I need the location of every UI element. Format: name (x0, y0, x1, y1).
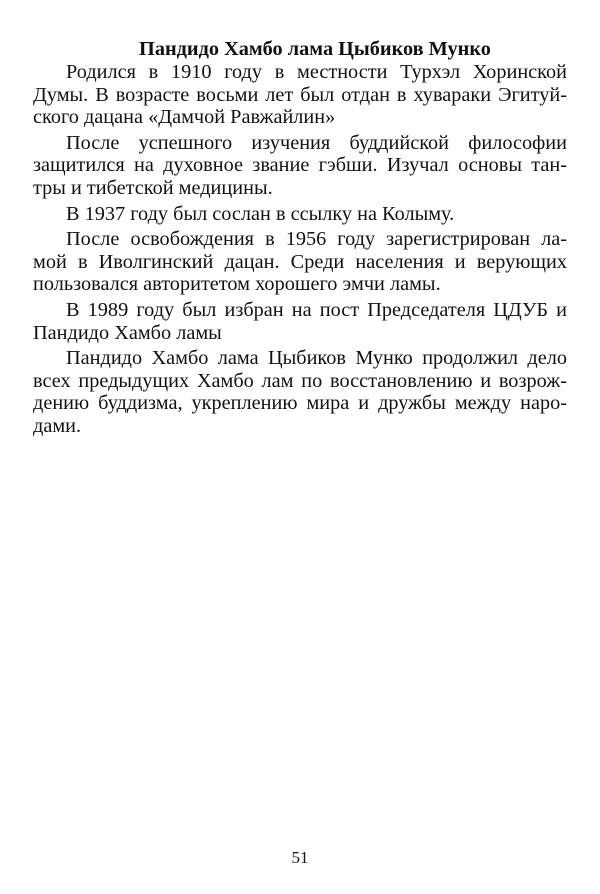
paragraph-release (33, 228, 567, 296)
text-line: мой в Иволгинский дацан. Среди населения и верующих (33, 250, 567, 273)
page-number: 51 (291, 848, 309, 867)
text-line: После освобождения в 1956 году зарегистрирован ла- (66, 228, 567, 251)
text-line: ского дацана «Дамчой Равжайлин» (33, 106, 336, 129)
text-line: Пандидо Хамбо ламы (33, 321, 222, 344)
text-line: Родился в 1910 году в местности Турхэл Хоринской (66, 61, 567, 83)
document-title: Пандидо Хамбо лама Цыбиков Мунко (139, 38, 491, 60)
paragraph-education (33, 132, 567, 200)
text-line: пользовался авторитетом хорошего эмчи ламы. (33, 273, 441, 296)
text-line: дами. (33, 414, 82, 437)
paragraph-exile (33, 203, 567, 226)
text-line: В 1937 году был сослан в ссылку на Колыму. (66, 202, 455, 225)
text-line: защитился на духовное звание гэбши. Изучал основы тан- (33, 154, 567, 177)
document-page (33, 37, 567, 438)
paragraph-election (33, 299, 567, 344)
text-line: Думы. В возрасте восьми лет был отдан в хувараки Эгитуй- (33, 83, 567, 106)
text-line: дению буддизма, укреплению мира и дружбы между наро- (33, 392, 567, 415)
text-line: В 1989 году был избран на пост Председателя ЦДУБ и (66, 298, 567, 321)
paragraph-legacy (33, 347, 567, 437)
paragraph-birth (33, 61, 567, 129)
text-line: После успешного изучения буддийской философии (66, 131, 567, 154)
text-line: тры и тибетской медицины. (33, 176, 273, 199)
text-line: Пандидо Хамбо лама Цыбиков Мунко продолжил дело (66, 347, 567, 370)
text-line: всех предыдущих Хамбо лам по восстановлению и возрож- (33, 369, 567, 392)
